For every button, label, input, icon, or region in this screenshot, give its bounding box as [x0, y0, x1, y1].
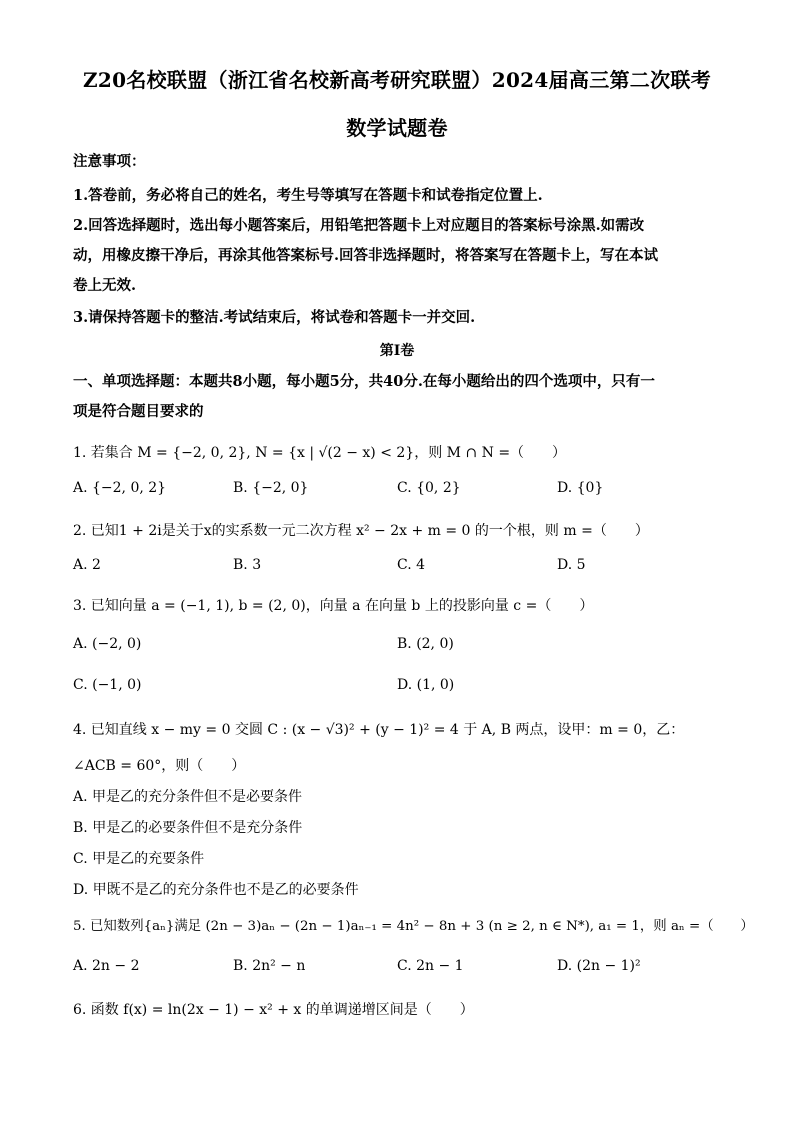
question-2-option-c: C. 4	[397, 557, 426, 573]
question-1-stem: 1. 若集合 M = {−2, 0, 2}, N = {x | √(2 − x) < 2}，则 M ∩ N =（ ）	[73, 445, 567, 461]
question-4-option-a: A. 甲是乙的充分条件但不是必要条件	[73, 789, 303, 805]
question-2-option-b: B. 3	[233, 557, 262, 573]
section-heading: 一、单项选择题：本题共8小题，每小题5分，共40分.在每小题给出的四个选项中，只有一	[73, 373, 655, 390]
question-2-stem: 2. 已知1 + 2i是关于x的实系数一元二次方程 x² − 2x + m = 0 的一个根，则 m =（ ）	[73, 523, 649, 539]
question-2-option-d: D. 5	[557, 557, 586, 573]
notice-item-3: 3.请保持答题卡的整洁.考试结束后，将试卷和答题卡一并交回.	[73, 309, 476, 326]
question-6-stem: 6. 函数 f(x) = ln(2x − 1) − x² + x 的单调递增区间是（ ）	[73, 1002, 474, 1018]
question-4-stem: 4. 已知直线 x − my = 0 交圆 C : (x − √3)² + (y − 1)² = 4 于 A, B 两点，设甲：m = 0，乙：	[73, 722, 685, 738]
notice-item-2-cont: 动，用橡皮擦干净后，再涂其他答案标号.回答非选择题时，将答案写在答题卡上，写在本试	[73, 247, 659, 264]
question-1-option-c: C. {0, 2}	[397, 480, 461, 496]
question-3-option-b: B. (2, 0)	[397, 636, 454, 652]
exam-subtitle: 数学试题卷	[346, 116, 448, 140]
question-1-option-a: A. {−2, 0, 2}	[73, 480, 167, 496]
notice-item-1: 1.答卷前，务必将自己的姓名，考生号等填写在答题卡和试卷指定位置上.	[73, 187, 543, 204]
question-5-option-a: A. 2n − 2	[73, 958, 140, 974]
question-1-option-d: D. {0}	[557, 480, 604, 496]
question-4-stem-cont: ∠ACB = 60°，则（ ）	[73, 758, 246, 774]
exam-title: Z20名校联盟（浙江省名校新高考研究联盟）2024届高三第二次联考	[83, 68, 711, 92]
question-3-option-d: D. (1, 0)	[397, 677, 455, 693]
question-3-option-c: C. (−1, 0)	[73, 677, 142, 693]
question-5-option-d: D. (2n − 1)²	[557, 958, 641, 974]
question-2-option-a: A. 2	[73, 557, 101, 573]
question-3-option-a: A. (−2, 0)	[73, 636, 142, 652]
notice-item-2-end: 卷上无效.	[73, 277, 137, 294]
question-4-option-c: C. 甲是乙的充要条件	[73, 851, 205, 867]
question-5-option-b: B. 2n² − n	[233, 958, 306, 974]
question-4-option-b: B. 甲是乙的必要条件但不是充分条件	[73, 820, 303, 836]
notice-heading: 注意事项：	[73, 153, 146, 170]
section-heading-cont: 项是符合题目要求的	[73, 403, 204, 420]
question-5-option-c: C. 2n − 1	[397, 958, 464, 974]
part-label: 第I卷	[379, 343, 415, 359]
question-5-stem: 5. 已知数列{aₙ}满足 (2n − 3)aₙ − (2n − 1)aₙ₋₁ = 4n² − 8n + 3 (n ≥ 2, n ∈ N*), a₁ = 1，则 aₙ =（ ）	[73, 919, 754, 934]
notice-item-2: 2.回答选择题时，选出每小题答案后，用铅笔把答题卡上对应题目的答案标号涂黑.如需改	[73, 217, 645, 234]
question-1-option-b: B. {−2, 0}	[233, 480, 309, 496]
question-3-stem: 3. 已知向量 a = (−1, 1), b = (2, 0)，向量 a 在向量 b 上的投影向量 c =（ ）	[73, 598, 594, 614]
question-4-option-d: D. 甲既不是乙的充分条件也不是乙的必要条件	[73, 882, 359, 898]
